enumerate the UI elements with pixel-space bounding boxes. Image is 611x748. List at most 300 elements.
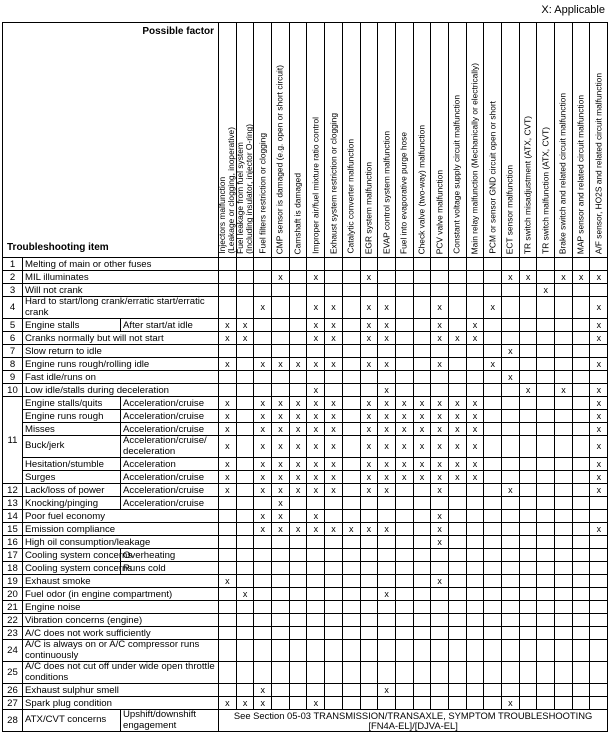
factor-header — [590, 23, 608, 258]
factor-cell — [254, 371, 272, 384]
factor-cell — [431, 697, 449, 710]
applicable-mark: x — [236, 697, 254, 710]
factor-cell — [555, 297, 573, 319]
applicable-mark: x — [466, 332, 484, 345]
factor-cell — [466, 684, 484, 697]
factor-cell — [307, 536, 325, 549]
applicable-mark: x — [307, 484, 325, 497]
applicable-mark: x — [289, 523, 307, 536]
applicable-mark: x — [431, 484, 449, 497]
factor-cell — [360, 627, 378, 640]
factor-cell — [378, 536, 396, 549]
factor-cell — [272, 536, 290, 549]
factor-cell — [466, 536, 484, 549]
factor-cell — [448, 662, 466, 684]
applicable-mark: x — [325, 332, 343, 345]
factor-cell — [272, 684, 290, 697]
factor-cell — [360, 575, 378, 588]
applicable-mark: x — [431, 436, 449, 458]
factor-cell — [572, 497, 590, 510]
row-number: 23 — [3, 627, 23, 640]
factor-cell — [537, 575, 555, 588]
factor-cell — [289, 319, 307, 332]
table-row — [3, 358, 608, 371]
factor-cell — [395, 662, 413, 684]
factor-cell — [519, 510, 537, 523]
factor-cell — [431, 627, 449, 640]
factor-cell — [289, 510, 307, 523]
applicable-mark: x — [254, 523, 272, 536]
factor-cell — [413, 662, 431, 684]
possible-factor-label: Possible factor — [142, 26, 215, 37]
factor-cell — [572, 332, 590, 345]
factor-header — [307, 23, 325, 258]
factor-label: Main relay malfunction (Mechanically or electrically) — [469, 62, 480, 254]
applicable-mark: x — [360, 358, 378, 371]
factor-header — [236, 23, 254, 258]
factor-cell — [289, 575, 307, 588]
factor-cell — [325, 627, 343, 640]
applicable-mark: x — [572, 271, 590, 284]
factor-cell — [342, 640, 360, 662]
applicable-mark: x — [219, 436, 237, 458]
factor-cell — [502, 436, 520, 458]
factor-cell — [448, 575, 466, 588]
factor-cell — [590, 497, 608, 510]
factor-cell — [413, 332, 431, 345]
factor-cell — [448, 588, 466, 601]
applicable-mark: x — [272, 510, 290, 523]
factor-cell — [236, 523, 254, 536]
factor-cell — [395, 523, 413, 536]
factor-cell — [395, 384, 413, 397]
factor-cell — [484, 458, 502, 471]
applicable-mark: x — [466, 471, 484, 484]
factor-header — [272, 23, 290, 258]
factor-header — [342, 23, 360, 258]
factor-cell — [484, 271, 502, 284]
factor-cell — [325, 575, 343, 588]
factor-cell — [537, 410, 555, 423]
factor-cell — [448, 627, 466, 640]
factor-cell — [360, 510, 378, 523]
applicable-mark: x — [272, 484, 290, 497]
table-row — [3, 497, 608, 510]
factor-cell — [431, 662, 449, 684]
factor-cell — [395, 258, 413, 271]
applicable-mark: x — [307, 271, 325, 284]
applicable-mark: x — [289, 423, 307, 436]
table-row — [3, 484, 608, 497]
factor-cell — [519, 471, 537, 484]
factor-cell — [502, 614, 520, 627]
applicable-mark: x — [502, 697, 520, 710]
factor-cell — [466, 640, 484, 662]
factor-cell — [537, 384, 555, 397]
factor-cell — [484, 436, 502, 458]
factor-cell — [502, 423, 520, 436]
factor-cell — [572, 358, 590, 371]
applicable-mark: x — [325, 297, 343, 319]
factor-cell — [448, 371, 466, 384]
applicable-mark: x — [378, 410, 396, 423]
factor-cell — [537, 297, 555, 319]
applicable-mark: x — [307, 423, 325, 436]
factor-cell — [572, 297, 590, 319]
factor-cell — [395, 332, 413, 345]
factor-cell — [555, 423, 573, 436]
factor-cell — [502, 358, 520, 371]
factor-cell — [572, 575, 590, 588]
factor-cell — [555, 601, 573, 614]
factor-cell — [590, 614, 608, 627]
factor-cell — [590, 562, 608, 575]
factor-cell — [325, 271, 343, 284]
factor-cell — [378, 371, 396, 384]
factor-cell — [448, 523, 466, 536]
table-row — [3, 697, 608, 710]
factor-cell — [502, 332, 520, 345]
applicable-mark: x — [590, 358, 608, 371]
applicable-mark: x — [431, 423, 449, 436]
factor-cell — [431, 562, 449, 575]
applicable-mark: x — [555, 384, 573, 397]
applicable-mark: x — [590, 484, 608, 497]
factor-cell — [502, 575, 520, 588]
factor-cell — [272, 284, 290, 297]
factor-cell — [572, 345, 590, 358]
item-cell: Engine noise — [23, 601, 219, 614]
table-row — [3, 258, 608, 271]
factor-header — [360, 23, 378, 258]
factor-cell — [431, 640, 449, 662]
applicable-mark: x — [590, 397, 608, 410]
factor-cell — [236, 284, 254, 297]
factor-cell — [342, 345, 360, 358]
factor-cell — [466, 258, 484, 271]
factor-label: Improper air/fuel mixture ratio control — [310, 117, 321, 254]
factor-cell — [289, 697, 307, 710]
item-cell: Spark plug condition — [23, 697, 219, 710]
factor-cell — [413, 562, 431, 575]
factor-cell — [484, 523, 502, 536]
factor-cell — [484, 697, 502, 710]
factor-cell — [484, 510, 502, 523]
factor-cell — [431, 549, 449, 562]
item-cell: Surges — [23, 471, 121, 484]
row-number: 2 — [3, 271, 23, 284]
factor-cell — [555, 458, 573, 471]
factor-cell — [236, 371, 254, 384]
factor-cell — [307, 562, 325, 575]
factor-cell — [378, 697, 396, 710]
factor-cell — [431, 497, 449, 510]
row-number: 28 — [3, 710, 23, 732]
factor-cell — [395, 484, 413, 497]
table-row — [3, 384, 608, 397]
factor-cell — [413, 640, 431, 662]
applicable-mark: x — [431, 536, 449, 549]
factor-cell — [572, 458, 590, 471]
table-row — [3, 601, 608, 614]
factor-cell — [466, 601, 484, 614]
factor-label: A/F sensor, HO2S and related circuit malfunction — [593, 72, 604, 254]
table-row — [3, 271, 608, 284]
factor-cell — [342, 549, 360, 562]
factor-cell — [342, 423, 360, 436]
item-cell: Emission compliance — [23, 523, 219, 536]
factor-cell — [219, 384, 237, 397]
applicable-mark: x — [307, 384, 325, 397]
applicable-mark: x — [325, 484, 343, 497]
factor-cell — [342, 588, 360, 601]
factor-cell — [448, 614, 466, 627]
factor-cell — [502, 284, 520, 297]
applicable-mark: x — [378, 588, 396, 601]
factor-cell — [236, 549, 254, 562]
factor-cell — [378, 258, 396, 271]
factor-cell — [236, 358, 254, 371]
factor-cell — [378, 345, 396, 358]
factor-cell — [431, 284, 449, 297]
factor-cell — [519, 258, 537, 271]
factor-cell — [289, 684, 307, 697]
applicable-mark: x — [448, 332, 466, 345]
factor-cell — [325, 662, 343, 684]
factor-cell — [519, 697, 537, 710]
factor-cell — [537, 697, 555, 710]
factor-cell — [219, 284, 237, 297]
factor-cell — [395, 627, 413, 640]
applicable-mark: x — [289, 436, 307, 458]
factor-cell — [254, 588, 272, 601]
factor-cell — [448, 258, 466, 271]
factor-cell — [537, 662, 555, 684]
factor-cell — [413, 497, 431, 510]
factor-label: TR switch misadjustment (ATX, CVT) — [522, 115, 533, 254]
factor-cell — [272, 258, 290, 271]
factor-header — [378, 23, 396, 258]
factor-cell — [236, 484, 254, 497]
factor-cell — [342, 471, 360, 484]
factor-cell — [466, 358, 484, 371]
factor-cell — [484, 640, 502, 662]
applicable-mark: x — [431, 319, 449, 332]
factor-cell — [378, 284, 396, 297]
applicable-mark: x — [325, 436, 343, 458]
applicable-mark: x — [448, 471, 466, 484]
factor-cell — [254, 332, 272, 345]
item-cell: Exhaust smoke — [23, 575, 219, 588]
factor-cell — [219, 549, 237, 562]
factor-cell — [519, 284, 537, 297]
condition-cell: Overheating — [121, 549, 219, 562]
factor-label: Catalytic converter malfunction — [345, 139, 356, 254]
condition-cell: Acceleration — [121, 458, 219, 471]
applicable-mark: x — [325, 358, 343, 371]
factor-cell — [219, 684, 237, 697]
condition-cell: Acceleration/cruise — [121, 484, 219, 497]
factor-label: PCV valve malfunction — [434, 169, 445, 254]
factor-cell — [254, 614, 272, 627]
applicable-mark: x — [307, 510, 325, 523]
condition-cell: Runs cold — [121, 562, 219, 575]
factor-cell — [448, 319, 466, 332]
row-number: 16 — [3, 536, 23, 549]
applicable-mark: x — [431, 510, 449, 523]
item-cell: Cooling system concerns — [23, 562, 121, 575]
factor-label: EVAP control system malfunction — [381, 130, 392, 254]
factor-cell — [448, 484, 466, 497]
applicable-mark: x — [272, 423, 290, 436]
applicable-mark: x — [307, 458, 325, 471]
factor-header — [413, 23, 431, 258]
factor-cell — [502, 319, 520, 332]
factor-cell — [289, 497, 307, 510]
factor-cell — [537, 258, 555, 271]
factor-cell — [342, 319, 360, 332]
applicable-mark: x — [254, 397, 272, 410]
factor-cell — [448, 284, 466, 297]
factor-cell — [272, 588, 290, 601]
factor-cell — [219, 271, 237, 284]
applicable-mark: x — [378, 484, 396, 497]
factor-cell — [342, 536, 360, 549]
factor-cell — [413, 284, 431, 297]
factor-cell — [342, 497, 360, 510]
row-number: 25 — [3, 662, 23, 684]
factor-header — [555, 23, 573, 258]
factor-cell — [572, 536, 590, 549]
applicable-mark: x — [502, 371, 520, 384]
factor-cell — [431, 371, 449, 384]
item-cell: Hard to start/long crank/erratic start/erratic crank — [23, 297, 219, 319]
factor-cell — [555, 697, 573, 710]
factor-cell — [484, 371, 502, 384]
factor-cell — [572, 284, 590, 297]
factor-cell — [342, 601, 360, 614]
factor-cell — [502, 397, 520, 410]
factor-cell — [395, 575, 413, 588]
applicable-mark: x — [289, 410, 307, 423]
factor-cell — [236, 684, 254, 697]
factor-cell — [413, 549, 431, 562]
factor-cell — [555, 549, 573, 562]
factor-cell — [413, 523, 431, 536]
factor-cell — [413, 371, 431, 384]
factor-cell — [537, 371, 555, 384]
factor-cell — [342, 271, 360, 284]
factor-cell — [537, 358, 555, 371]
factor-cell — [484, 284, 502, 297]
factor-cell — [219, 640, 237, 662]
item-cell: Engine stalls/quits — [23, 397, 121, 410]
table-row — [3, 684, 608, 697]
factor-cell — [236, 345, 254, 358]
applicable-mark: x — [254, 684, 272, 697]
factor-cell — [502, 510, 520, 523]
factor-cell — [325, 588, 343, 601]
factor-cell — [289, 640, 307, 662]
applicable-mark: x — [590, 458, 608, 471]
factor-cell — [307, 662, 325, 684]
factor-cell — [502, 588, 520, 601]
condition-cell: Acceleration/cruise — [121, 397, 219, 410]
factor-cell — [395, 549, 413, 562]
factor-cell — [537, 588, 555, 601]
see-section-note: See Section 05-03 TRANSMISSION/TRANSAXLE, SYMPTOM TROUBLESHOOTING [FN4A-EL]/[DJVA-EL] — [219, 710, 608, 732]
row-number: 9 — [3, 371, 23, 384]
factor-cell — [466, 549, 484, 562]
table-row — [3, 562, 608, 575]
applicable-mark: x — [360, 484, 378, 497]
factor-cell — [236, 384, 254, 397]
factor-cell — [537, 562, 555, 575]
table-row — [3, 523, 608, 536]
factor-cell — [254, 284, 272, 297]
row-number: 11 — [3, 397, 23, 484]
factor-cell — [395, 588, 413, 601]
applicable-mark: x — [254, 697, 272, 710]
applicable-mark: x — [272, 436, 290, 458]
factor-cell — [519, 484, 537, 497]
factor-cell — [466, 575, 484, 588]
factor-cell — [431, 258, 449, 271]
factor-cell — [307, 258, 325, 271]
table-row — [3, 471, 608, 484]
factor-cell — [555, 371, 573, 384]
factor-label: Injectors malfunction (Leakage or clogging, inoperative) — [217, 127, 237, 254]
factor-cell — [342, 297, 360, 319]
table-row — [3, 549, 608, 562]
factor-cell — [537, 523, 555, 536]
factor-cell — [555, 410, 573, 423]
factor-header — [254, 23, 272, 258]
factor-cell — [537, 510, 555, 523]
factor-cell — [395, 510, 413, 523]
factor-cell — [502, 297, 520, 319]
applicable-mark: x — [555, 271, 573, 284]
factor-cell — [254, 319, 272, 332]
factor-cell — [219, 562, 237, 575]
factor-cell — [537, 549, 555, 562]
factor-cell — [519, 601, 537, 614]
factor-cell — [236, 662, 254, 684]
factor-cell — [555, 640, 573, 662]
factor-cell — [219, 523, 237, 536]
applicable-mark: x — [502, 345, 520, 358]
factor-cell — [378, 575, 396, 588]
applicable-mark: x — [378, 319, 396, 332]
factor-cell — [272, 697, 290, 710]
factor-cell — [413, 697, 431, 710]
factor-cell — [590, 536, 608, 549]
factor-label: Brake switch and related circuit malfunction — [557, 92, 568, 254]
factor-cell — [519, 332, 537, 345]
applicable-mark: x — [325, 319, 343, 332]
factor-cell — [590, 697, 608, 710]
applicable-mark: x — [289, 471, 307, 484]
applicable-mark: x — [431, 332, 449, 345]
applicable-mark: x — [519, 384, 537, 397]
factor-cell — [484, 614, 502, 627]
header-row — [3, 23, 608, 258]
factor-cell — [466, 562, 484, 575]
factor-cell — [289, 371, 307, 384]
factor-cell — [572, 510, 590, 523]
row-number: 5 — [3, 319, 23, 332]
table-row — [3, 662, 608, 684]
